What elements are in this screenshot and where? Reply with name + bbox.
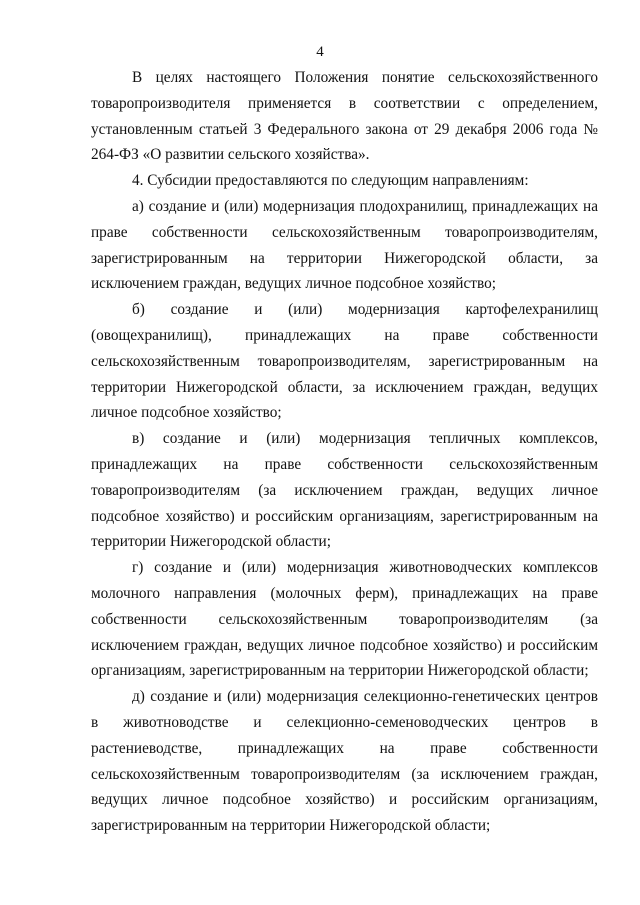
document-body bbox=[91, 65, 598, 839]
list-item-b: б) создание и (или) модернизация картофелехранилищ (овощехранилищ), принадлежащих на праве собственности сельскохозяйственным товаропроизводителям, зарегистрированным на территории Нижегородской области, за исключением граждан, ведущих личное подсобное хозяйство; bbox=[91, 301, 598, 422]
page-number: 4 bbox=[316, 44, 324, 60]
paragraph-subsidy-directions: 4. Субсидии предоставляются по следующим направлениям: bbox=[132, 172, 529, 190]
list-item-a: а) создание и (или) модернизация плодохранилищ, принадлежащих на праве собственности сельскохозяйственным товаропроизводителям, зарегистрированным на территории Нижегородской области, за исключением граждан, ведущих личное подсобное хозяйство; bbox=[91, 197, 598, 293]
list-item-g: г) создание и (или) модернизация животноводческих комплексов молочного направления (молочных ферм), принадлежащих на праве собственности сельскохозяйственным товаропроизводителям (за исключением граждан, ведущих личное подсобное хозяйство) и российским организациям, зарегистрированным на территории Нижегородской области; bbox=[91, 559, 598, 680]
paragraph-definition: В целях настоящего Положения понятие сельскохозяйственного товаропроизводителя применяется в соответствии с определением, установленным статьей 3 Федерального закона от 29 декабря 2006 года № 264-ФЗ «О развитии сельского хозяйства». bbox=[91, 69, 598, 164]
list-item-d: д) создание и (или) модернизация селекционно-генетических центров в животноводстве и селекционно-семеноводческих центров в растениеводстве, принадлежащих на праве собственности сельскохозяйственным товаропроизводителям (за исключением граждан, ведущих личное подсобное хозяйство) и российским организациям, зарегистрированным на территории Нижегородской области; bbox=[91, 688, 598, 835]
list-item-v: в) создание и (или) модернизация тепличных комплексов, принадлежащих на праве собственности сельскохозяйственным товаропроизводителям (за исключением граждан, ведущих личное подсобное хозяйство) и российским организациям, зарегистрированным на территории Нижегородской области; bbox=[91, 430, 598, 551]
